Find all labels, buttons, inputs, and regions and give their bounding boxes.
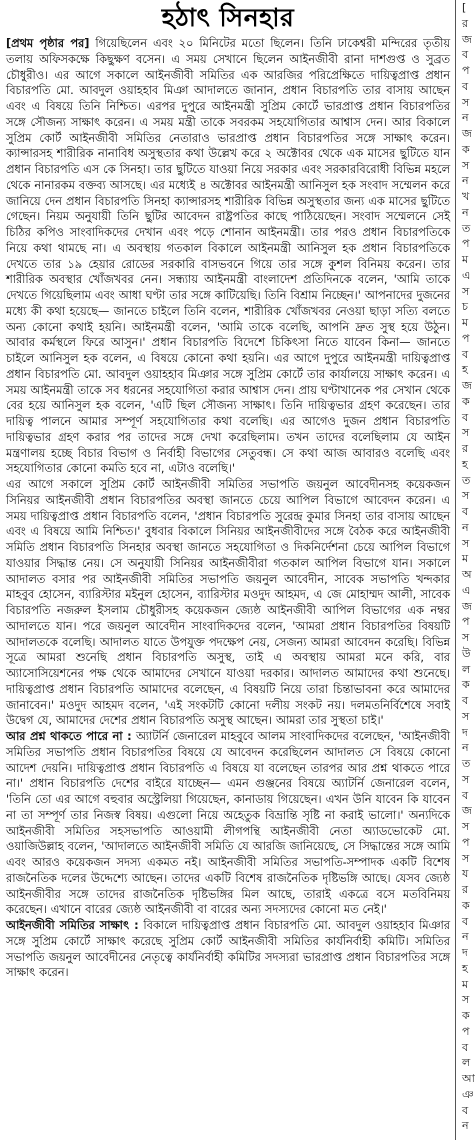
adjacent-line-fragment: স	[462, 158, 470, 172]
continuation-marker: [প্রথম পৃষ্ঠার পর]	[6, 37, 90, 50]
adjacent-line-fragment: স	[462, 993, 470, 1007]
adjacent-line-fragment: স	[462, 851, 470, 865]
adjacent-line-fragment: ক	[462, 394, 470, 408]
adjacent-line-fragment: ক	[462, 678, 470, 692]
adjacent-line-fragment: ঞ	[462, 1087, 474, 1101]
adjacent-line-fragment: ত	[462, 221, 471, 235]
adjacent-line-fragment: উ	[462, 646, 471, 660]
article-headline: হঠাৎ সিনহার	[161, 3, 295, 32]
adjacent-line-fragment: র	[462, 442, 469, 455]
adjacent-line-fragment: ন	[462, 1119, 469, 1133]
adjacent-line-fragment: ন	[462, 741, 469, 755]
adjacent-line-fragment: খ	[462, 190, 470, 203]
adjacent-line-fragment: ন	[462, 205, 469, 219]
adjacent-line-fragment: ত	[462, 757, 471, 770]
adjacent-line-fragment: প	[462, 64, 470, 77]
adjacent-line-fragment: স	[462, 709, 470, 723]
adjacent-line-fragment: স	[462, 284, 470, 298]
adjacent-line-fragment: দ	[462, 946, 468, 959]
adjacent-line-fragment: ব	[462, 347, 469, 361]
adjacent-line-fragment: জ	[462, 804, 472, 818]
adjacent-line-fragment: য	[462, 867, 469, 881]
article-column	[6, 0, 450, 1140]
article-paragraph-2	[6, 477, 450, 729]
adjacent-line-fragment: ব	[462, 79, 469, 93]
adjacent-line-fragment: স	[462, 95, 470, 109]
subheading-attorney-general: আর প্রশ্ন থাকতে পারে না :	[6, 730, 132, 743]
adjacent-line-fragment: চ	[462, 300, 468, 314]
adjacent-line-fragment: ল	[462, 1056, 471, 1070]
adjacent-line-fragment: হ	[462, 961, 468, 975]
adjacent-line-fragment: প	[462, 1024, 470, 1038]
adjacent-line-fragment: জ	[462, 599, 472, 613]
adjacent-line-fragment: ক	[462, 142, 470, 156]
adjacent-line-fragment: স	[462, 489, 470, 503]
adjacent-line-fragment: এ	[462, 268, 471, 282]
adjacent-line-fragment: জ	[462, 32, 472, 46]
adjacent-line-fragment: দ	[462, 725, 468, 739]
adjacent-line-fragment: ন	[462, 174, 469, 188]
adjacent-line-fragment: ত	[462, 473, 471, 487]
article-paragraph-4	[6, 918, 450, 981]
adjacent-line-fragment: ব	[462, 694, 469, 707]
adjacent-line-fragment: ব	[462, 48, 469, 62]
adjacent-line-fragment: ম	[462, 977, 469, 991]
adjacent-line-fragment: প	[462, 615, 470, 629]
adjacent-line-fragment: ম	[462, 253, 469, 266]
adjacent-line-fragment: ক	[462, 898, 470, 912]
article-paragraph-3	[6, 729, 450, 918]
adjacent-line-fragment: ম	[462, 316, 469, 329]
paragraph-body: অ্যাটর্নি জেনারেল মাহবুবে আলম সাংবাদিকদের বলেছেন, 'আইনজীবী সমিতির সভাপতি প্রধান বিচারপতির বিষয়ে যে আবেদন করেছিলেন আদালত সে বিষয়ে কোনো আদেশ দেয়নি। দায়িত্বপ্রাপ্ত প্রধান বিচারপতি এ বিষয়ে যা বলেছেন তারপর আর প্রশ্ন থাকতে পারে না।' প্রধান বিচারপতি দেশের বাইরে যাচ্ছেন— এমন গুঞ্জনের বিষয়ে অ্যাটর্নি জেনারেল বলেন, 'তিনি তো এর আগে বহুবার অস্ট্রেলিয়া গিয়েছেন, কানাডায় গিয়েছেন। এখন উনি যাবেন কি যাবেন না তা সম্পূর্ণ তার নিজস্ব বিষয়। এগুলো নিয়ে অহেতুক বিভ্রান্তি সৃষ্টি না করাই ভালো।' অন্যদিকে আইনজীবী সমিতির সহসভাপতি আওয়ামী লীগপন্থি আইনজীবী নেতা অ্যাডভোকেট মো. ওয়াজিউল্লাহ বলেন, 'আদালতে আইনজীবী সমিতি যে আরজি জানিয়েছে, সে সিদ্ধান্তের সঙ্গে আমি এবং আরও কয়েকজন সদস্য একমত নই। আইনজীবী সমিতির সভাপতি-সম্পাদক একটি বিশেষ রাজনৈতিক দলের উদ্দেশ্যে আছেন। তাদের একটি বিশেষ রাজনৈতিক দৃষ্টিভঙ্গি আছে। যেসব জ্যেষ্ঠ আইনজীবীর সঙ্গে তাদের রাজনৈতিক দৃষ্টিভঙ্গির মিল আছে, তারাই একত্রে বসে মতবিনিময় করেছেন। এখানে বারের জ্যেষ্ঠ আইনজীবী বা বারের অন্য সদস্যদের কোনো মত নেই।'	[6, 730, 450, 917]
adjacent-line-fragment: স	[462, 820, 470, 833]
column-divider	[455, 0, 456, 1140]
paragraph-body: বিকালে দায়িত্বপ্রাপ্ত প্রধান বিচারপতি মো. আবদুল ওয়াহহাব মিঞার সঙ্গে সুপ্রিম কোর্টে সাক্ষাৎ করেছে সুপ্রিম কোর্ট আইনজীবী সমিতির কার্যনির্বাহী কমিটি। সমিতির সভাপতি জয়নুল আবেদীনের নেতৃত্বে কার্যনির্বাহী কমিটির সদস্যরা ভারপ্রাপ্ত প্রধান বিচারপতির সঙ্গে সাক্ষাৎ করেন।	[6, 919, 450, 980]
adjacent-line-fragment: হ	[462, 457, 468, 471]
subheading-bar-meeting: আইনজীবী সমিতির সাক্ষাৎ :	[6, 919, 139, 932]
adjacent-line-fragment: ক	[462, 1009, 470, 1022]
adjacent-line-fragment: ব	[462, 1040, 469, 1054]
adjacent-line-fragment: স	[462, 426, 470, 440]
adjacent-line-fragment: র	[462, 883, 469, 896]
adjacent-column-clipped	[462, 0, 475, 1140]
adjacent-line-fragment: ল	[462, 662, 471, 676]
adjacent-line-fragment: ব	[462, 505, 469, 518]
paragraph-body: গিয়েছিলেন এবং ২০ মিনিটের মতো ছিলেন। তিনি ঢাকেশ্বরী মন্দিরের তৃতীয় তলায় অফিসকক্ষে কিছুক্ষণ বসেন। এ সময় সেখানে ছিলেন আইনজীবী রানা দাশগুপ্ত ও সুব্রত চৌধুরীও। এর আগে সকালে আইনজীবী সমিতির এক আরজির পরিপ্রেক্ষিতে দায়িত্বপ্রাপ্ত প্রধান বিচারপতি মো. আবদুল ওয়াহহাব মিঞা আদালতে জানান, প্রধান বিচারপতি তার বাসায় আছেন এবং এ বিষয়ে তিনি নিশ্চিত। এরপর দুপুরে আইনমন্ত্রী সুপ্রিম কোর্টে ভারপ্রাপ্ত প্রধান বিচারপতির সঙ্গে সৌজন্য সাক্ষাৎ করেন। এ সময় মন্ত্রী তাকে সবরকম সহযোগিতার আশ্বাস দেন। আর বিকালে সুপ্রিম কোর্ট আইনজীবী সমিতির নেতারাও ভারপ্রাপ্ত প্রধান বিচারপতির সঙ্গে সাক্ষাৎ করেন। ক্যান্সারসহ শারীরিক নানাবিধ অসুস্থতার কথা উল্লেখ করে ২ অক্টোবর থেকে এক মাসের ছুটিতে যান প্রধান বিচারপতি এস কে সিনহা। তার ছুটিতে যাওয়া নিয়ে সরকার এবং সরকারবিরোধী বিভিন্ন মহলে থেকে নানারকম বক্তব্য আসছে। এর মধ্যেই ৪ অক্টোবর আইনমন্ত্রী আনিসুল হক সংবাদ সম্মেলন করে জানিয়ে দেন প্রধান বিচারপতি সিনহা ক্যান্সারসহ শারীরিক বিভিন্ন অসুস্থতার জন্য এক মাসের ছুটিতে গেছেন। নিয়ম অনুযায়ী তিনি ছুটির আবেদন রাষ্ট্রপতির কাছে পাঠিয়েছেন। সংবাদ সম্মেলনে সেই চিঠির কপিও সাংবাদিকদের দেখান এবং পড়ে শোনান আইনমন্ত্রী। তার পরও প্রধান বিচারপতিকে নিয়ে কথা থামছে না। এ অবস্থায় গতকাল বিকালে আইনমন্ত্রী আনিসুল হক প্রধান বিচারপতিকে দেখতে তার ১৯ হেয়ার রোডের সরকারি বাসভবনে গিয়ে তার সঙ্গে কুশল বিনিময় করেন। তার শারীরিক অবস্থার খোঁজখবর নেন। সন্ধ্যায় আইনমন্ত্রী বাংলাদেশ প্রতিদিনকে বলেন, 'আমি তাকে দেখতে গিয়েছিলাম এবং আধা ঘণ্টা তার সঙ্গে কাটিয়েছি। তিনি বিশ্রাম নিচ্ছেন।' আপনাদের দুজনের মধ্যে কী কথা হয়েছে— জানতে চাইলে তিনি বলেন, শারীরিক খোঁজখবর নেওয়া ছাড়া সত্যি বলতে অন্য কোনো কথাই হয়নি। আইনমন্ত্রী বলেন, 'আমি তাকে বলেছি, আপনি দ্রুত সুস্থ হয়ে উঠুন। আবার কর্মস্থলে ফিরে আসুন।' প্রধান বিচারপতি বিদেশে চিকিৎসা নিতে যাবেন কিনা— জানতে চাইলে আনিসুল হক বলেন, এ বিষয়ে কোনো কথা হয়নি। এর আগে দুপুরে আইনমন্ত্রী দায়িত্বপ্রাপ্ত প্রধান বিচারপতি মো. আবদুল ওয়াহহাব মিঞার সঙ্গে সুপ্রিম কোর্টে তার কার্যালয়ে সাক্ষাৎ করেন। এ সময় আইনমন্ত্রী তাকে সব ধরনের সহযোগিতা করার আশ্বাস দেন। প্রায় ঘণ্টাখানেক পর সেখান থেকে বের হয়ে আনিসুল হক বলেন, 'এটি ছিল সৌজন্য সাক্ষাৎ। তিনি দায়িত্বভার গ্রহণ করেছেন। তার দায়িত্ব পালনে আমার সম্পূর্ণ সহযোগিতার কথা বলেছি। এর আগেও দুজন প্রধান বিচারপতি দায়িত্বভার গ্রহণ করার পর তাদের সঙ্গে দেখা করেছিলাম। তখন তাদের বলেছিলাম যে আইন মন্ত্রণালয় হচ্ছে বিচার বিভাগ ও নির্বাহী বিভাগের সেতুবন্ধ। সে কথা আজ আবারও বলেছি এবং সহযোগিতার কোনো কমতি হবে না, এটাও বলেছি।'	[6, 37, 450, 476]
adjacent-line-fragment: অ	[462, 568, 472, 581]
adjacent-line-fragment: প	[462, 835, 470, 849]
adjacent-line-fragment: হ	[462, 363, 468, 377]
adjacent-line-fragment: স	[462, 772, 470, 786]
adjacent-line-fragment: [	[462, 1, 467, 14]
adjacent-line-fragment: স	[462, 631, 470, 644]
adjacent-line-fragment: ন	[462, 930, 469, 944]
adjacent-line-fragment: প	[462, 237, 470, 251]
adjacent-line-fragment: ব	[462, 410, 469, 424]
adjacent-line-fragment: এ	[462, 583, 471, 597]
adjacent-line-fragment: ব	[462, 1103, 469, 1117]
article-paragraph-1	[6, 36, 450, 477]
adjacent-line-fragment: ন	[462, 520, 469, 534]
adjacent-line-fragment: আ	[462, 1072, 475, 1085]
adjacent-line-fragment: প	[462, 331, 470, 345]
adjacent-line-fragment: ম	[462, 552, 469, 566]
adjacent-line-fragment: জ	[462, 127, 472, 140]
adjacent-line-fragment: ব	[462, 914, 469, 928]
adjacent-line-fragment: স	[462, 536, 470, 550]
adjacent-line-fragment: ব	[462, 788, 469, 802]
adjacent-line-fragment: জ	[462, 379, 472, 392]
adjacent-line-fragment: ন	[462, 111, 469, 125]
adjacent-line-fragment: র	[462, 16, 469, 30]
paragraph-body: এর আগে সকালে সুপ্রিম কোর্ট আইনজীবী সমিতির সভাপতি জয়নুল আবেদীনসহ কয়েকজন সিনিয়র আইনজীবী প্রধান বিচারপতির অবস্থা জানতে চেয়ে আপিল বিভাগে আবেদন করেন। এ সময় দায়িত্বপ্রাপ্ত প্রধান বিচারপতি বলেন, 'প্রধান বিচারপতি সুরেন্দ্র কুমার সিনহা তার বাসায় আছেন এবং এ বিষয়ে আমি নিশ্চিত।' বুধবার বিকালে সিনিয়র আইনজীবীদের সঙ্গে বৈঠক করে আইনজীবী সমিতি প্রধান বিচারপতি সিনহার অবস্থা জানতে সহযোগিতা ও দিকনির্দেশনা চেয়ে আপিল বিভাগে যাওয়ার সিদ্ধান্ত নেয়। সে অনুযায়ী সিনিয়র আইনজীবীরা গতকাল আপিল বিভাগে যান। সকালে আদালত বসার পর আইনজীবী সমিতির সভাপতি জয়নুল আবেদীন, সাবেক সভাপতি খন্দকার মাহবুব হোসেন, ব্যারিস্টার মইনুল হোসেন, ব্যারিস্টার মওদুদ আহমদ, এ জে মোহাম্মদ আলী, সাবেক বিচারপতি নজরুল ইসলাম চৌধুরীসহ কয়েকজন জ্যেষ্ঠ আইনজীবী আপিল বিভাগের এক নম্বর আদালতে যান। পরে জয়নুল আবেদীন সাংবাদিকদের বলেন, 'আমরা প্রধান বিচারপতির বিষয়টি আদালতকে বলেছি। আদালত যাতে উপযুক্ত পদক্ষেপ নেয়, সেজন্য আমরা আবেদন করেছি। বিভিন্ন সূত্রে আমরা শুনেছি প্রধান বিচারপতি অসুস্থ, তাই এ অবস্থায় আমরা মনে করি, বার অ্যাসোসিয়েশনের পক্ষ থেকে আমাদের সেখানে যাওয়া দরকার। আদালত আমাদের কথা শুনেছে। দায়িত্বপ্রাপ্ত প্রধান বিচারপতি আমাদের বলেছেন, এ বিষয়টি নিয়ে তারা চিন্তাভাবনা করে আমাদের জানাবেন।' মওদুদ আহমদ বলেন, 'এই সংকটটি কোনো দলীয় সংকট নয়। দলমতনির্বিশেষে সবাই উদ্বেগ যে, আমাদের দেশের প্রধান বিচারপতি অসুস্থ আছেন। আমরা তার সুস্থতা চাই।'	[6, 478, 450, 728]
